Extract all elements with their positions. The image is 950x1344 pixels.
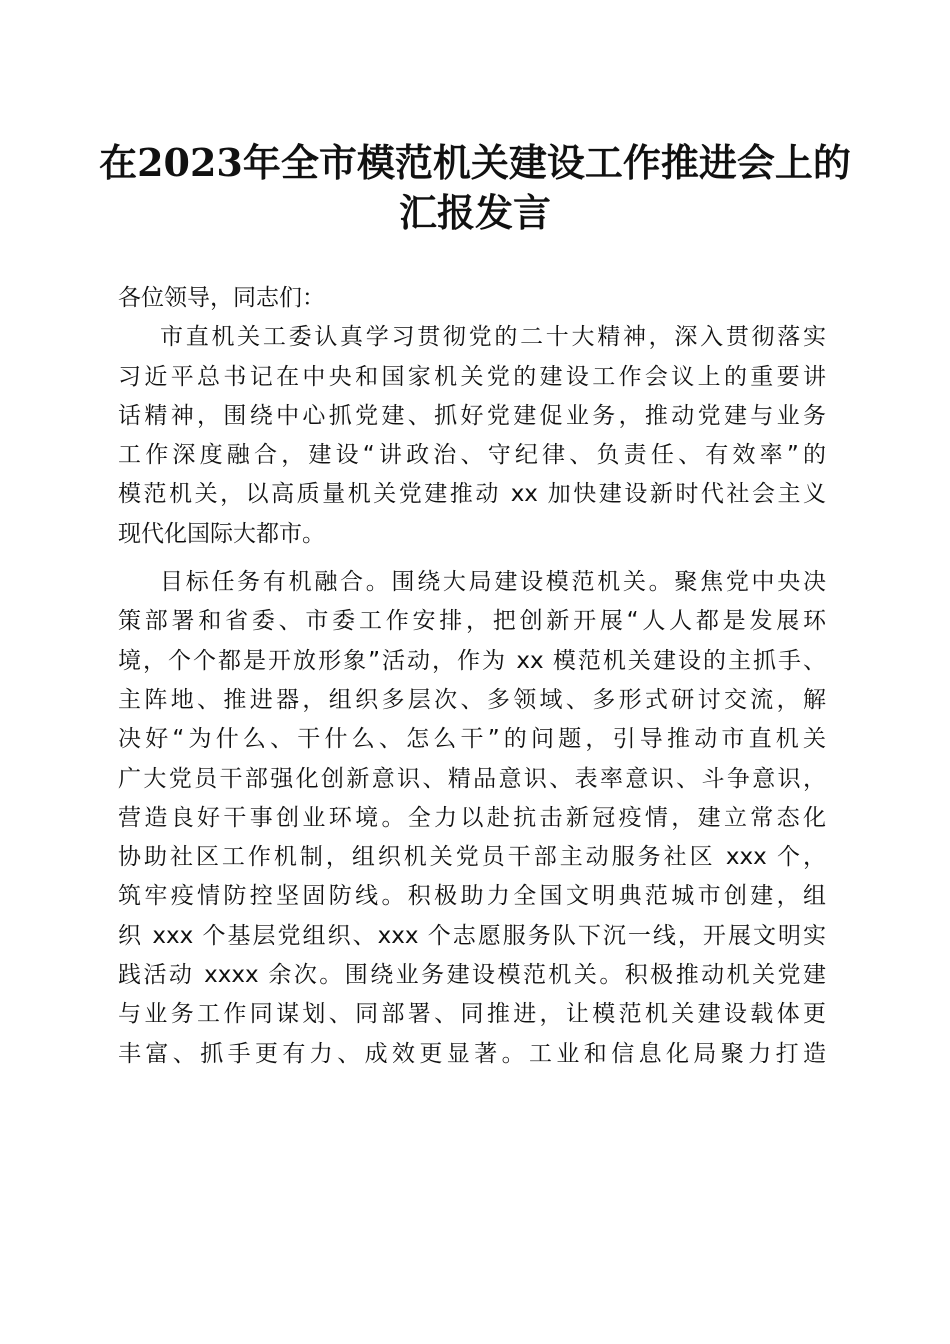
- paragraph-line: 丰富、抓手更有力、成效更显著。工业和信息化局聚力打造: [118, 1040, 826, 1067]
- paragraph-line: 境，个个都是开放形象”活动，作为 xx 模范机关建设的主抓手、: [118, 647, 826, 674]
- paragraph-line: 习近平总书记在中央和国家机关党的建设工作会议上的重要讲: [118, 363, 826, 390]
- paragraph-1: [118, 318, 826, 554]
- paragraph-line: 与业务工作同谋划、同部署、同推进，让模范机关建设载体更: [118, 1001, 826, 1028]
- document-body: [118, 279, 826, 1074]
- paragraph-line: 广大党员干部强化创新意识、精品意识、表率意识、斗争意识，: [118, 765, 826, 792]
- paragraph-2: [118, 563, 826, 1074]
- paragraph-line: 践活动 xxxx 余次。围绕业务建设模范机关。积极推动机关党建: [118, 962, 826, 989]
- paragraph-line: 决好“为什么、干什么、怎么干”的问题，引导推动市直机关: [118, 726, 826, 753]
- paragraph-line: 筑牢疫情防控坚固防线。积极助力全国文明典范城市创建，组: [118, 883, 826, 910]
- paragraph-line: 目标任务有机融合。围绕大局建设模范机关。聚焦党中央决: [160, 569, 826, 596]
- paragraph-line: 营造良好干事创业环境。全力以赴抗击新冠疫情，建立常态化: [118, 804, 826, 831]
- paragraph-line: 市直机关工委认真学习贯彻党的二十大精神，深入贯彻落实: [160, 324, 826, 351]
- paragraph-line: 协助社区工作机制，组织机关党员干部主动服务社区 xxx 个，: [118, 844, 826, 871]
- paragraph-line: 现代化国际大都市。: [118, 520, 325, 547]
- title-line-2: 汇报发言: [398, 190, 551, 235]
- paragraph-line: 工作深度融合，建设“讲政治、守纪律、负责任、有效率”的: [118, 442, 826, 469]
- paragraph-line: 主阵地、推进器，组织多层次、多领域、多形式研讨交流，解: [118, 686, 826, 713]
- paragraph-line: 模范机关，以高质量机关党建推动 xx 加快建设新时代社会主义: [118, 481, 826, 508]
- paragraph-line: 织 xxx 个基层党组织、xxx 个志愿服务队下沉一线，开展文明实: [118, 922, 826, 949]
- document-title: [90, 138, 860, 238]
- title-line-1: 在2023年全市模范机关建设工作推进会上的: [99, 140, 851, 185]
- paragraph-line: 策部署和省委、市委工作安排，把创新开展“人人都是发展环: [118, 608, 826, 635]
- salutation: 各位领导，同志们：: [118, 285, 325, 311]
- paragraph-line: 话精神，围绕中心抓党建、抓好党建促业务，推动党建与业务: [118, 402, 826, 429]
